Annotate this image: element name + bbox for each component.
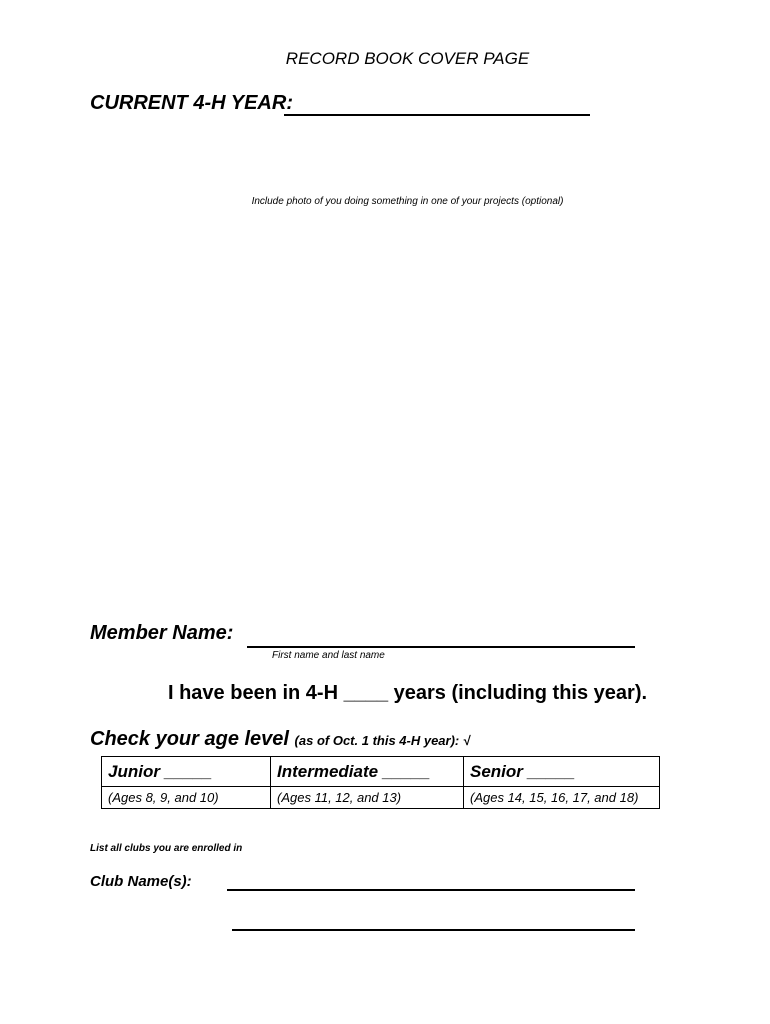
photo-instruction: Include photo of you doing something in one of your projects (optional) <box>251 196 564 207</box>
member-name-label: Member Name: <box>90 622 234 644</box>
age-level-subheading: (as of Oct. 1 this 4-H year): √ <box>294 733 471 748</box>
club-names-label: Club Name(s): <box>90 873 192 890</box>
member-name-hint: First name and last name <box>272 650 385 661</box>
age-level-junior[interactable]: Junior _____ <box>102 757 271 787</box>
page-title: RECORD BOOK COVER PAGE <box>285 49 530 68</box>
club-name-field-2[interactable] <box>232 929 635 931</box>
years-in-4h-sentence[interactable]: I have been in 4-H ____ years (including this year). <box>167 682 648 704</box>
age-range-senior: (Ages 14, 15, 16, 17, and 18) <box>464 787 660 809</box>
club-name-field-1[interactable] <box>227 889 635 891</box>
age-level-table <box>101 756 660 809</box>
current-year-label: CURRENT 4-H YEAR: <box>90 92 293 114</box>
age-range-junior: (Ages 8, 9, and 10) <box>102 787 271 809</box>
age-level-heading <box>90 728 470 751</box>
clubs-instruction: List all clubs you are enrolled in <box>90 843 243 854</box>
age-level-senior[interactable]: Senior _____ <box>464 757 660 787</box>
age-level-intermediate[interactable]: Intermediate _____ <box>271 757 464 787</box>
age-level-heading-text: Check your age level <box>90 728 289 750</box>
age-range-intermediate: (Ages 11, 12, and 13) <box>271 787 464 809</box>
current-year-field[interactable] <box>284 114 590 116</box>
member-name-field[interactable] <box>247 646 635 648</box>
